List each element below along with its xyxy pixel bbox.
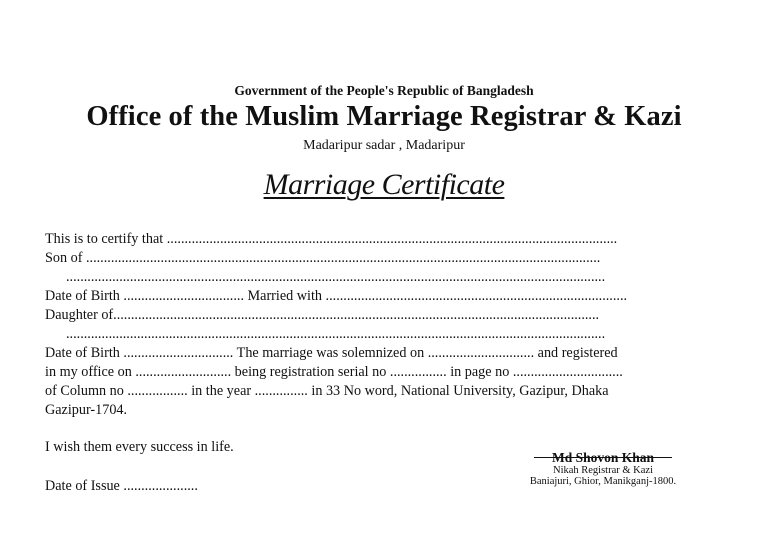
registrar-name: Md Shovon Khan [551, 450, 655, 465]
registrar-address: Baniajuri, Ghior, Manikganj-1800. [529, 476, 677, 487]
date-of-issue: Date of Issue ..................... [45, 478, 198, 494]
bride-dob-line: Date of Birth ............................... The marriage was solemnized on .............................. and registered [45, 345, 618, 361]
office-title: Office of the Muslim Marriage Registrar & Kazi [86, 101, 682, 132]
column-year-line: of Column no ................. in the year ............... in 33 No word, National University, Gazipur, Dhaka [45, 383, 609, 399]
daughter-of-line: Daughter of......................................................................................................................................... [45, 307, 600, 323]
daughter-of-continuation: ........................................................................................................................................................ [66, 326, 606, 342]
closing-wish: I wish them every success in life. [45, 439, 234, 455]
office-location: Madaripur sadar , Madaripur [303, 138, 465, 153]
registration-line: in my office on ........................... being registration serial no ................ in page no ............................... [45, 364, 623, 380]
government-heading: Government of the People's Republic of Bangladesh [234, 83, 534, 98]
groom-dob-line: Date of Birth .................................. Married with ..................................................................................... [45, 288, 628, 304]
address-line: Gazipur-1704. [45, 402, 128, 418]
certify-line: This is to certify that ............................................................................................................................... [45, 231, 618, 247]
son-of-continuation: ........................................................................................................................................................ [66, 269, 606, 285]
certificate-title: Marriage Certificate [263, 168, 505, 201]
son-of-line: Son of ................................................................................................................................................. [45, 250, 601, 266]
registrar-role: Nikah Registrar & Kazi [552, 465, 653, 476]
